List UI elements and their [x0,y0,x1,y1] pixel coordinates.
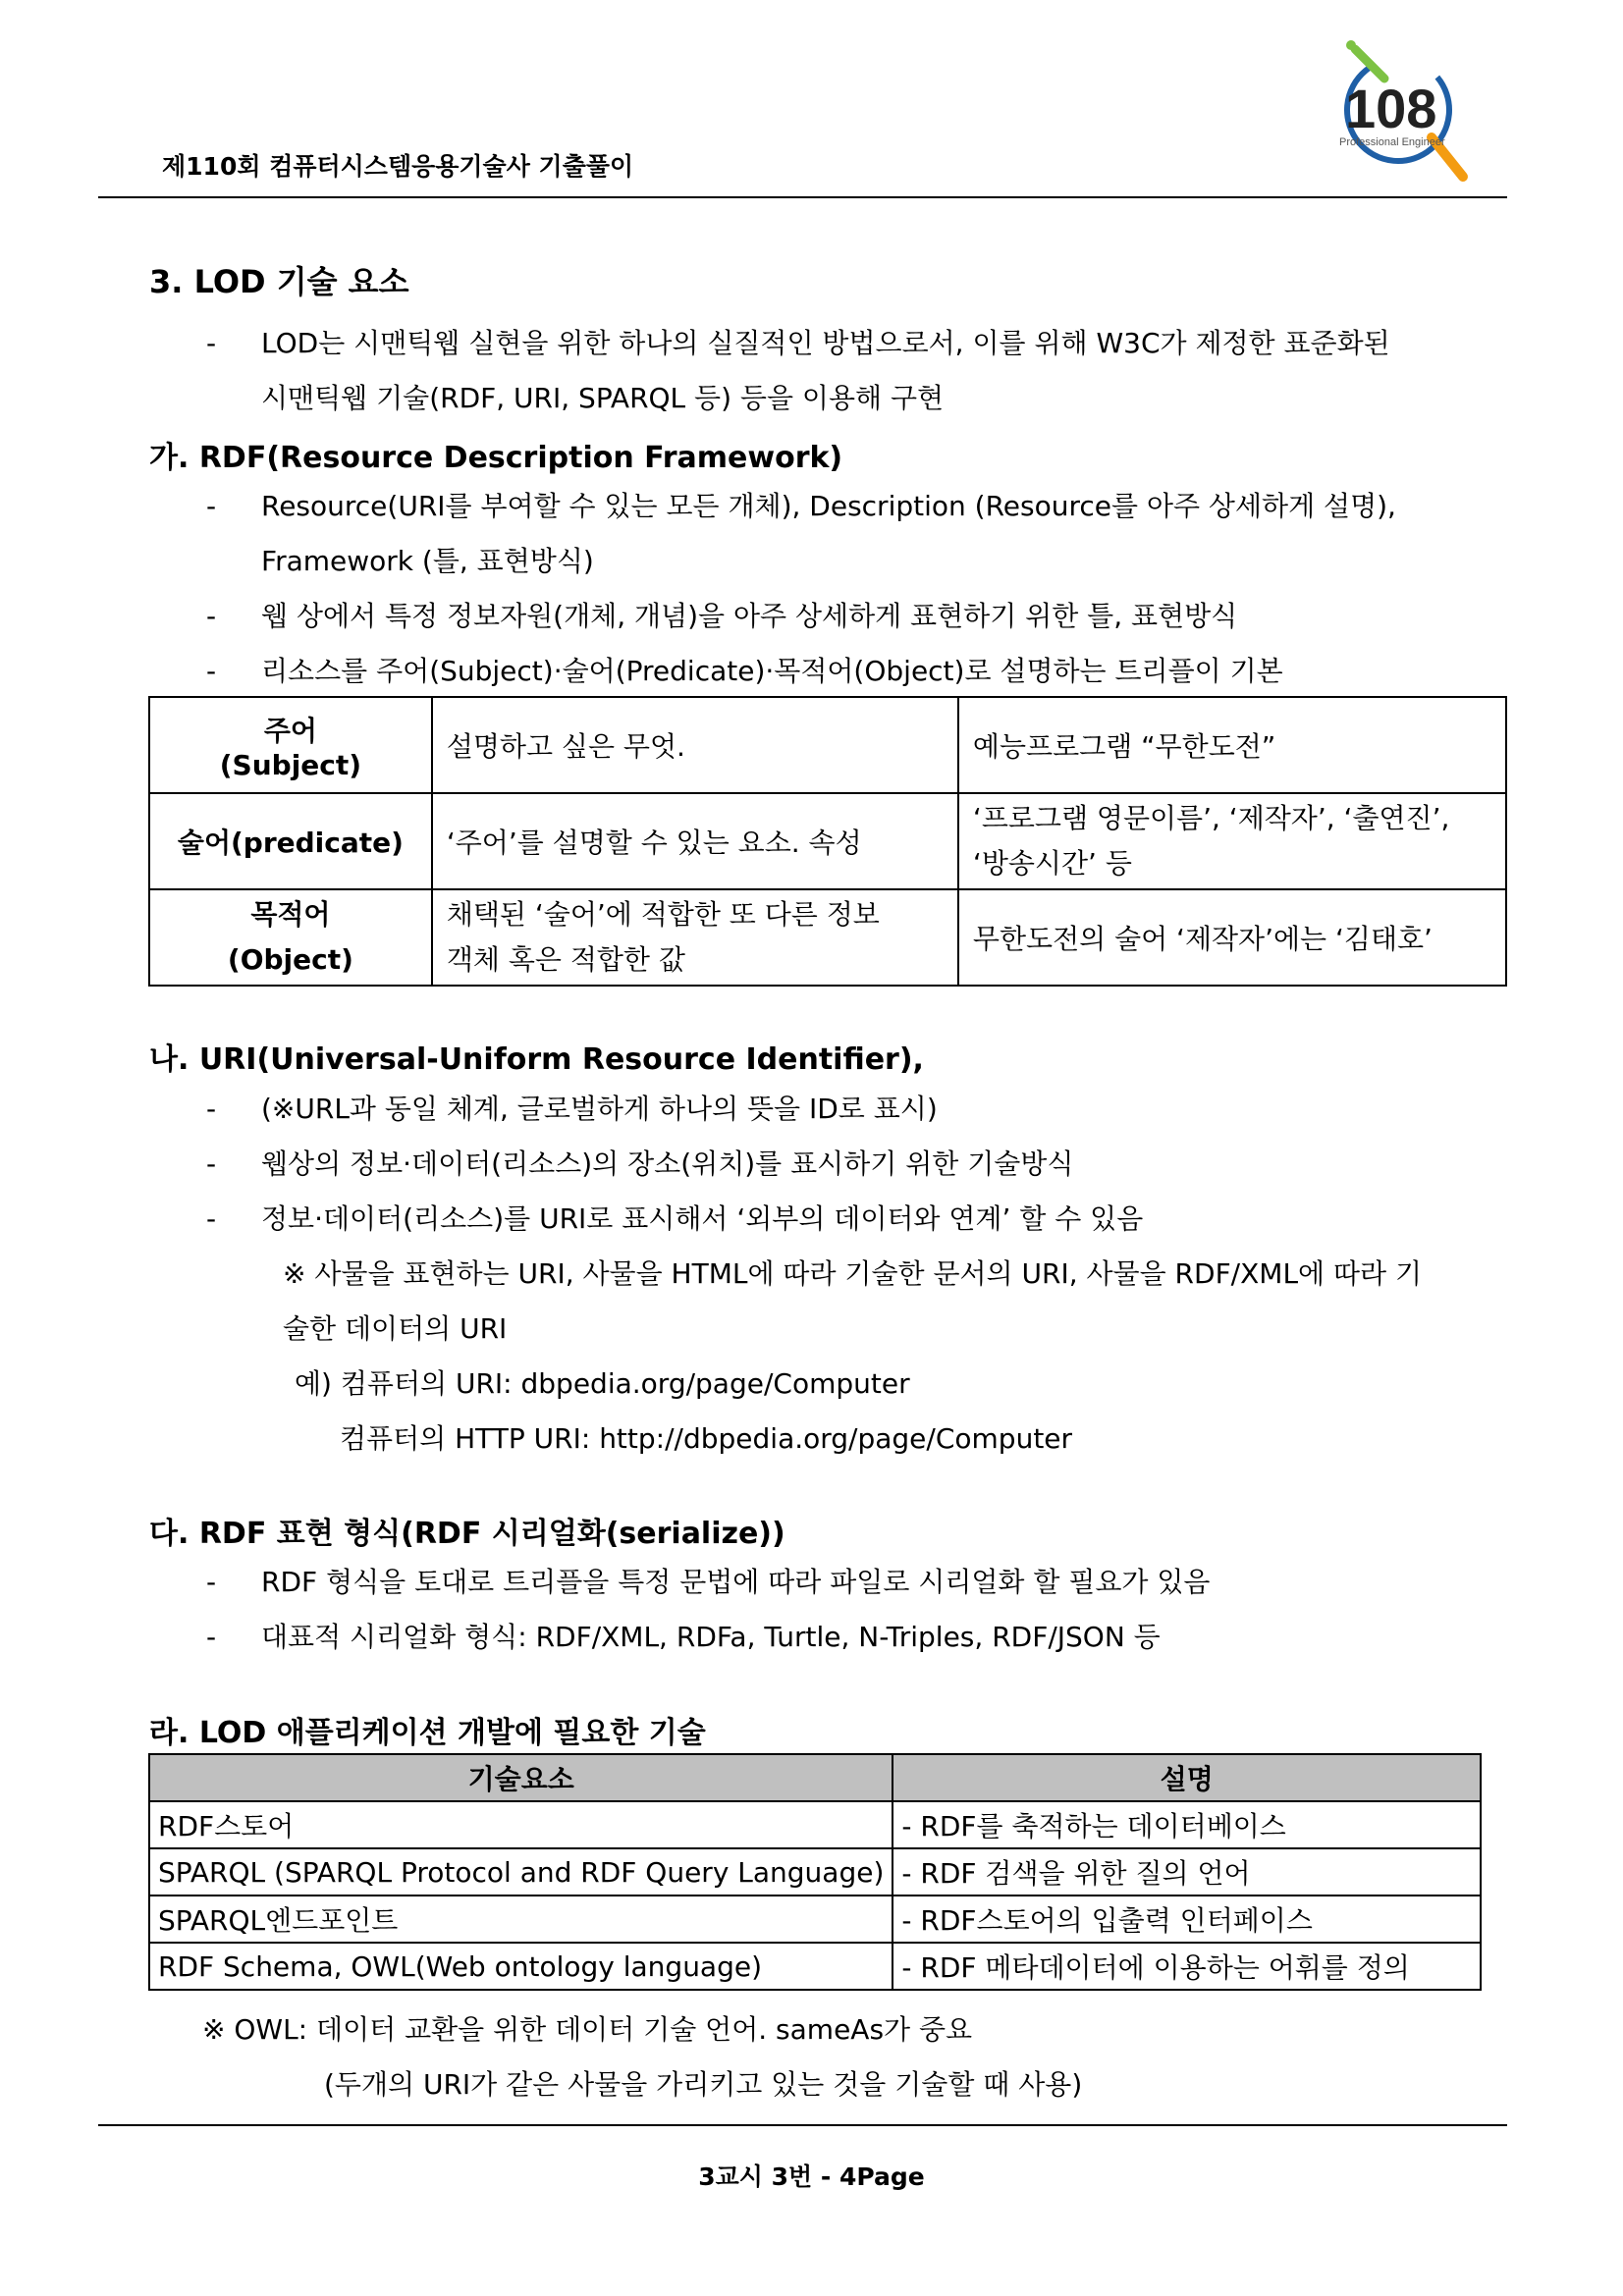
table-cell-term: 목적어 (Object) [149,889,432,986]
serialize-bullet-2: - 대표적 시리얼화 형식: RDF/XML, RDFa, Turtle, N-Triples, RDF/JSON 등 [206,1621,1161,1653]
table-cell-desc: ‘주어’를 설명할 수 있는 요소. 속성 [432,793,958,889]
lodtech-title: 라. LOD 애플리케이션 개발에 필요한 기술 [149,1716,706,1750]
owl-note-1: ※ OWL: 데이터 교환을 위한 데이터 기술 언어. sameAs가 중요 [202,2013,973,2046]
lod-tech-table [148,1753,1482,1991]
table-row [149,793,1506,889]
table-row [149,697,1506,793]
table-row [149,889,1506,986]
table-cell-desc: - RDF 메타데이터에 이용하는 어휘를 정의 [893,1943,1481,1990]
table-cell-term: 술어(predicate) [149,793,432,889]
table-cell-tech: SPARQL (SPARQL Protocol and RDF Query Language) [149,1848,893,1896]
table-cell-example: ‘프로그램 영문이름’, ‘제작자’, ‘출연진’, ‘방송시간’ 등 [958,793,1506,889]
header-title: 제110회 컴퓨터시스템응용기술사 기출풀이 [162,152,634,181]
table-row [149,1801,1481,1848]
table-cell-tech: SPARQL엔드포인트 [149,1896,893,1943]
logo-108 [1316,29,1492,187]
table-cell-desc: - RDF 검색을 위한 질의 언어 [893,1848,1481,1896]
uri-bullet-1: - (※URL과 동일 체계, 글로벌하게 하나의 뜻을 ID로 표시) [206,1093,938,1125]
table-cell-tech: RDF스토어 [149,1801,893,1848]
serialize-title: 다. RDF 표현 형식(RDF 시리얼화(serialize)) [149,1517,785,1551]
column-header: 설명 [893,1754,1481,1801]
logo-number: 108 [1345,78,1437,139]
owl-note-2: (두개의 URI가 같은 사물을 가리키고 있는 것을 기술할 때 사용) [324,2068,1083,2101]
table-cell-desc: - RDF를 축적하는 데이터베이스 [893,1801,1481,1848]
intro-line-2: 시맨틱웹 기술(RDF, URI, SPARQL 등) 등을 이용해 구현 [261,382,945,414]
table-cell-example: 무한도전의 술어 ‘제작자’에는 ‘김태호’ [958,889,1506,986]
footer-rule [98,2124,1507,2126]
page-footer: 3교시 3번 - 4Page [698,2163,925,2191]
intro-line-1: - LOD는 시맨틱웹 실현을 위한 하나의 실질적인 방법으로서, 이를 위해 W3C가 제정한 표준화된 [206,327,1390,359]
table-cell-desc: - RDF스토어의 입출력 인터페이스 [893,1896,1481,1943]
header-rule [98,196,1507,198]
rdf-bullet-1-cont: Framework (틀, 표현방식) [261,545,594,577]
serialize-bullet-1: - RDF 형식을 토대로 트리플을 특정 문법에 따라 파일로 시리얼화 할 필요가 있음 [206,1566,1211,1598]
table-cell-desc: 채택된 ‘술어’에 적합한 또 다른 정보 객체 혹은 적합한 값 [432,889,958,986]
section-title: 3. LOD 기술 요소 [149,263,409,300]
uri-note-2: 술한 데이터의 URI [283,1312,508,1345]
rdf-bullet-3: - 리소스를 주어(Subject)·술어(Predicate)·목적어(Object)로 설명하는 트리플이 기본 [206,655,1283,687]
table-cell-desc: 설명하고 싶은 무엇. [432,697,958,793]
uri-example-1: 예) 컴퓨터의 URI: dbpedia.org/page/Computer [295,1367,910,1400]
table-row [149,1943,1481,1990]
uri-note-1: ※ 사물을 표현하는 URI, 사물을 HTML에 따라 기술한 문서의 URI, 사물을 RDF/XML에 따라 기 [283,1257,1423,1290]
table-row [149,1848,1481,1896]
table-cell-tech: RDF Schema, OWL(Web ontology language) [149,1943,893,1990]
uri-example-2: 컴퓨터의 HTTP URI: http://dbpedia.org/page/Computer [340,1422,1073,1455]
uri-bullet-3: - 정보·데이터(리소스)를 URI로 표시해서 ‘외부의 데이터와 연계’ 할 수 있음 [206,1202,1144,1235]
logo-subtitle: Professional Engineer [1339,136,1445,148]
table-header-row [149,1754,1481,1801]
table-cell-term: 주어 (Subject) [149,697,432,793]
rdf-bullet-2: - 웹 상에서 특정 정보자원(개체, 개념)을 아주 상세하게 표현하기 위한 틀, 표현방식 [206,600,1238,632]
column-header: 기술요소 [149,1754,893,1801]
rdf-title: 가. RDF(Resource Description Framework) [149,441,843,475]
uri-title: 나. URI(Universal-Uniform Resource Identifier), [149,1042,924,1077]
uri-bullet-2: - 웹상의 정보·데이터(리소스)의 장소(위치)를 표시하기 위한 기술방식 [206,1148,1074,1180]
rdf-bullet-1: - Resource(URI를 부여할 수 있는 모든 개체), Description (Resource를 아주 상세하게 설명), [206,490,1396,522]
table-row [149,1896,1481,1943]
table-cell-example: 예능프로그램 “무한도전” [958,697,1506,793]
rdf-triple-table [148,696,1507,987]
